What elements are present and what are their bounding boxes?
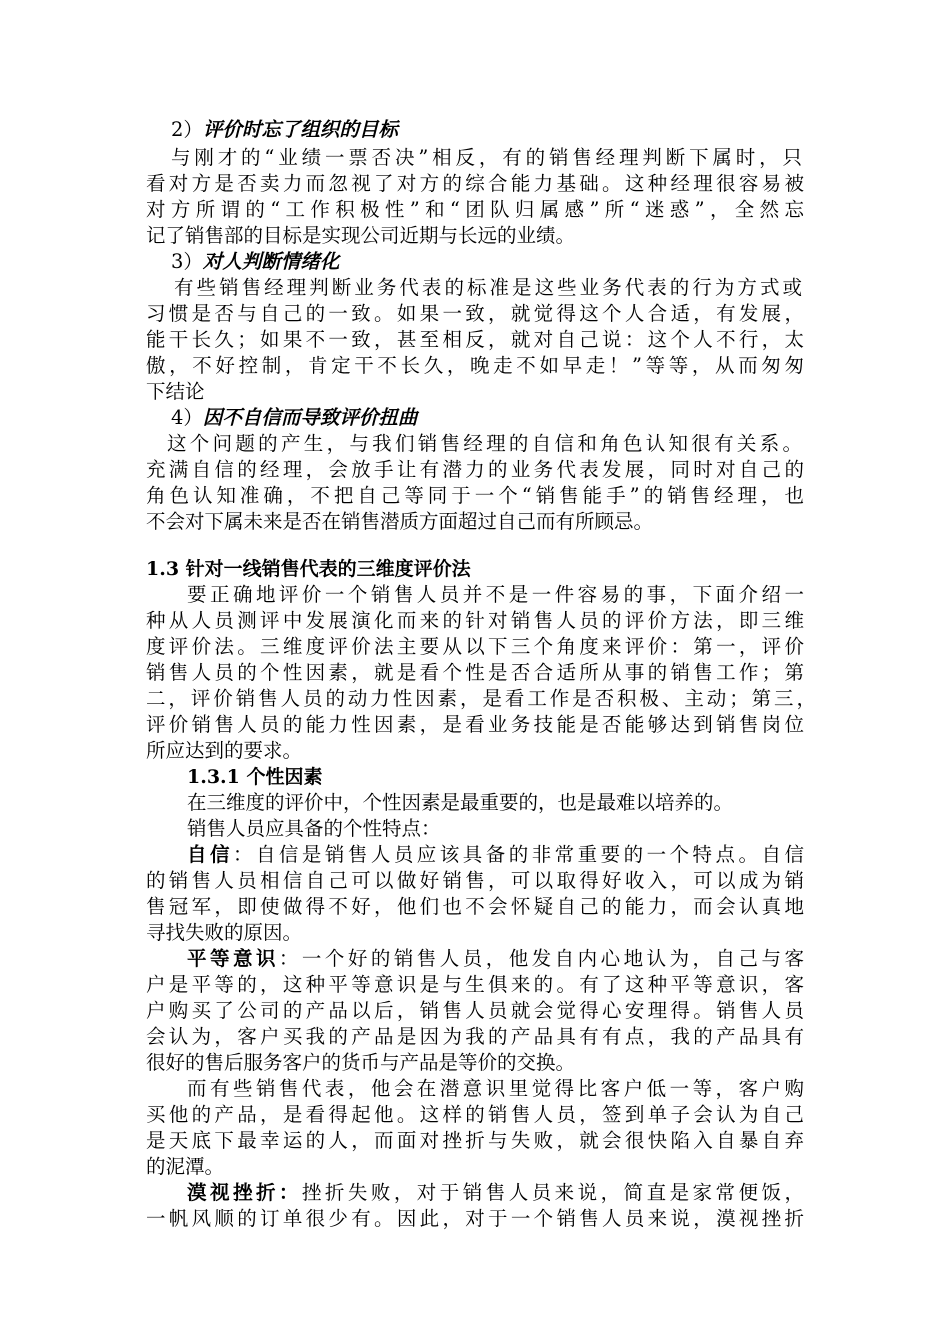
section-heading-1-3-1: 1.3.1 个性因素 (187, 766, 323, 788)
paragraph-line: 与刚才的“业绩一票否决”相反，有的销售经理判断下属时，只 (171, 146, 802, 169)
section-4-number: 4） (171, 406, 203, 429)
paragraph-line: 是天底下最幸运的人，而面对挫折与失败，就会很快陷入自暴自弃 (146, 1129, 804, 1152)
paragraph-line: 习惯是否与自己的一致。如果一致，就觉得这个人合适，有发展， (146, 302, 804, 325)
section-3-title: 对人判断情绪化 (202, 250, 340, 273)
term-equality: 平等意识 (187, 947, 279, 970)
paragraph-line: 自信：自信是销售人员应该具备的非常重要的一个特点。自信 (187, 843, 804, 866)
paragraph-line: 记了销售部的目标是实现公司近期与长远的业绩。 (146, 224, 576, 247)
paragraph-line: 不会对下属未来是否在销售潜质方面超过自己而有所顾忌。 (146, 510, 654, 533)
section-3-number: 3） (171, 250, 203, 273)
paragraph-line: 户购买了公司的产品以后，销售人员就会觉得心安理得。销售人员 (146, 999, 804, 1022)
paragraph-line: 度评价法。三维度评价法主要从以下三个角度来评价：第一，评价 (146, 635, 804, 658)
term-frustration: 漠视挫折： (187, 1181, 302, 1204)
paragraph-line: 角色认知准确，不把自己等同于一个“销售能手”的销售经理，也 (146, 484, 804, 507)
paragraph-line: 平等意识：一个好的销售人员，他发自内心地认为，自己与客 (187, 947, 804, 970)
paragraph-line: 看对方是否卖力而忽视了对方的综合能力基础。这种经理很容易被 (146, 172, 804, 195)
paragraph-line: 下结论 (146, 380, 205, 403)
paragraph-line: 傲，不好控制，肯定干不长久，晚走不如早走！”等等，从而匆匆 (146, 354, 804, 377)
paragraph-line: 的销售人员相信自己可以做好销售，可以取得好收入，可以成为销 (146, 869, 804, 892)
paragraph-line: 种从人员测评中发展演化而来的针对销售人员的评价方法，即三维 (146, 609, 804, 632)
paragraph-line: 户是平等的，这种平等意识是与生俱来的。有了这种平等意识，客 (146, 973, 804, 996)
paragraph-line: 一帆风顺的订单很少有。因此，对于一个销售人员来说，漠视挫折 (146, 1207, 804, 1230)
section-2-number: 2） (171, 118, 203, 141)
paragraph-line: 买他的产品，是看得起他。这样的销售人员，签到单子会认为自己 (146, 1103, 804, 1126)
paragraph-line: 销售人员应具备的个性特点： (187, 817, 441, 840)
paragraph-line: 而有些销售代表，他会在潜意识里觉得比客户低一等，客户购 (187, 1077, 804, 1100)
paragraph-line: 的泥潭。 (146, 1155, 225, 1178)
paragraph-line: 会认为，客户买我的产品是因为我的产品具有有点，我的产品具有 (146, 1025, 804, 1048)
paragraph-line: 在三维度的评价中，个性因素是最重要的，也是最难以培养的。 (187, 791, 734, 814)
paragraph-line: 寻找失败的原因。 (146, 921, 303, 944)
section-heading-1-3: 1.3 针对一线销售代表的三维度评价法 (146, 558, 471, 580)
paragraph-line: 有些销售经理判断业务代表的标准是这些业务代表的行为方式或 (174, 276, 802, 299)
section-4-title: 因不自信而导致评价扭曲 (202, 406, 418, 429)
paragraph-line: 所应达到的要求。 (146, 739, 303, 762)
section-4-heading (171, 405, 417, 431)
term-confidence: 自信 (187, 843, 233, 866)
paragraph-line: 很好的售后服务客户的货币与产品是等价的交换。 (146, 1051, 576, 1074)
paragraph-line: 评价销售人员的能力性因素，是看业务技能是否能够达到销售岗位 (146, 713, 804, 736)
paragraph-line: 二，评价销售人员的动力性因素，是看工作是否积极、主动；第三， (146, 687, 816, 710)
section-2-heading (171, 117, 398, 143)
paragraph-line: 销售人员的个性因素，就是看个性是否合适所从事的销售工作；第 (146, 661, 804, 684)
section-3-heading (171, 249, 339, 275)
paragraph-line: 要正确地评价一个销售人员并不是一件容易的事，下面介绍一 (187, 583, 804, 606)
paragraph-line: 能干长久；如果不一致，甚至相反，就对自己说：这个人不行，太 (146, 328, 804, 351)
paragraph-line: 漠视挫折：挫折失败，对于销售人员来说，简直是家常便饭， (187, 1181, 804, 1204)
paragraph-line: 售冠军，即使做得不好，他们也不会怀疑自己的能力，而会认真地 (146, 895, 804, 918)
paragraph-line: 这个问题的产生，与我们销售经理的自信和角色认知很有关系。 (167, 432, 802, 455)
paragraph-line: 对方所谓的“工作积极性”和“团队归属感”所“迷惑”，全然忘 (146, 198, 804, 221)
paragraph-line: 充满自信的经理，会放手让有潜力的业务代表发展，同时对自己的 (146, 458, 804, 481)
section-2-title: 评价时忘了组织的目标 (202, 118, 398, 141)
